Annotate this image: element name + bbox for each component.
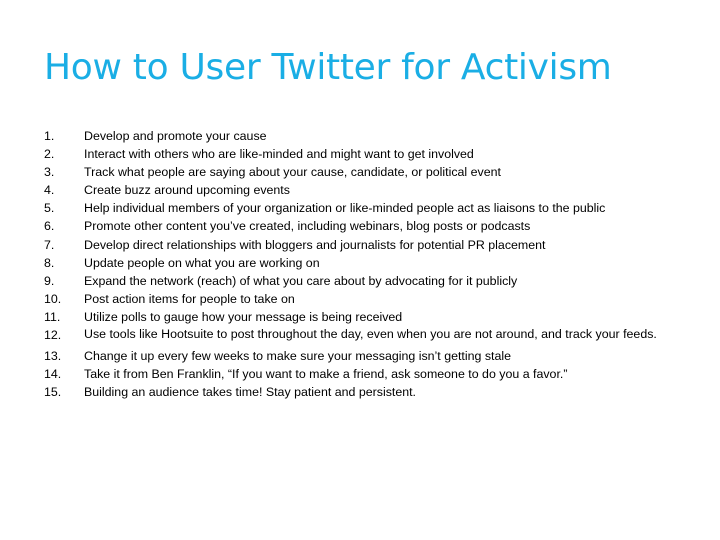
item-text: Promote other content you’ve created, including webinars, blog posts or podcasts: [84, 219, 531, 234]
slide-title: How to User Twitter for Activism: [44, 47, 612, 88]
item-text: Update people on what you are working on: [84, 255, 320, 270]
item-number: 13.: [44, 348, 62, 363]
list-item: [44, 347, 684, 365]
list-item: [44, 163, 684, 181]
list-item: [44, 254, 684, 272]
item-number: 11.: [44, 309, 61, 324]
item-text: Create buzz around upcoming events: [84, 183, 290, 198]
item-text: Take it from Ben Franklin, “If you want to make a friend, ask someone to do you a favor.”: [84, 366, 568, 381]
item-number: 6.: [44, 219, 55, 234]
item-text: Expand the network (reach) of what you care about by advocating for it publicly: [84, 273, 518, 288]
list-item: [44, 290, 684, 308]
item-number: 8.: [44, 255, 55, 270]
item-number: 4.: [44, 183, 55, 198]
item-text: Help individual members of your organization or like-minded people act as liaisons to the public: [84, 201, 606, 216]
list-item: [44, 145, 684, 163]
item-text: Develop direct relationships with bloggers and journalists for potential PR placement: [84, 237, 546, 252]
item-text: Track what people are saying about your cause, candidate, or political event: [84, 165, 501, 180]
item-number: 12.: [44, 328, 62, 343]
item-text: Interact with others who are like-minded and might want to get involved: [84, 147, 474, 162]
list-item: [44, 383, 684, 401]
item-text: Post action items for people to take on: [84, 291, 295, 306]
list-item: [44, 127, 684, 145]
tips-list: [44, 127, 684, 401]
item-text: Develop and promote your cause: [84, 129, 267, 143]
item-number: 7.: [44, 237, 55, 252]
item-number: 10.: [44, 291, 62, 306]
item-number: 9.: [44, 273, 55, 288]
item-number: 3.: [44, 165, 55, 180]
list-item: [44, 236, 684, 254]
list-item: [44, 217, 684, 235]
item-number: 15.: [44, 384, 62, 399]
list-item: [44, 326, 684, 347]
list-item: [44, 181, 684, 199]
item-text: Utilize polls to gauge how your message is being received: [84, 309, 403, 324]
list-item: [44, 308, 684, 326]
list-item: [44, 365, 684, 383]
item-number: 14.: [44, 366, 62, 381]
item-text: Use tools like Hootsuite to post throughout the day, even when you are not around, and track your feeds.: [84, 327, 657, 342]
list-item: [44, 272, 684, 290]
item-number: 2.: [44, 147, 55, 162]
list-item: [44, 199, 684, 217]
item-number: 1.: [44, 129, 55, 143]
item-number: 5.: [44, 201, 55, 216]
item-text: Building an audience takes time! Stay patient and persistent.: [84, 384, 417, 399]
item-text: Change it up every few weeks to make sure your messaging isn’t getting stale: [84, 348, 512, 363]
